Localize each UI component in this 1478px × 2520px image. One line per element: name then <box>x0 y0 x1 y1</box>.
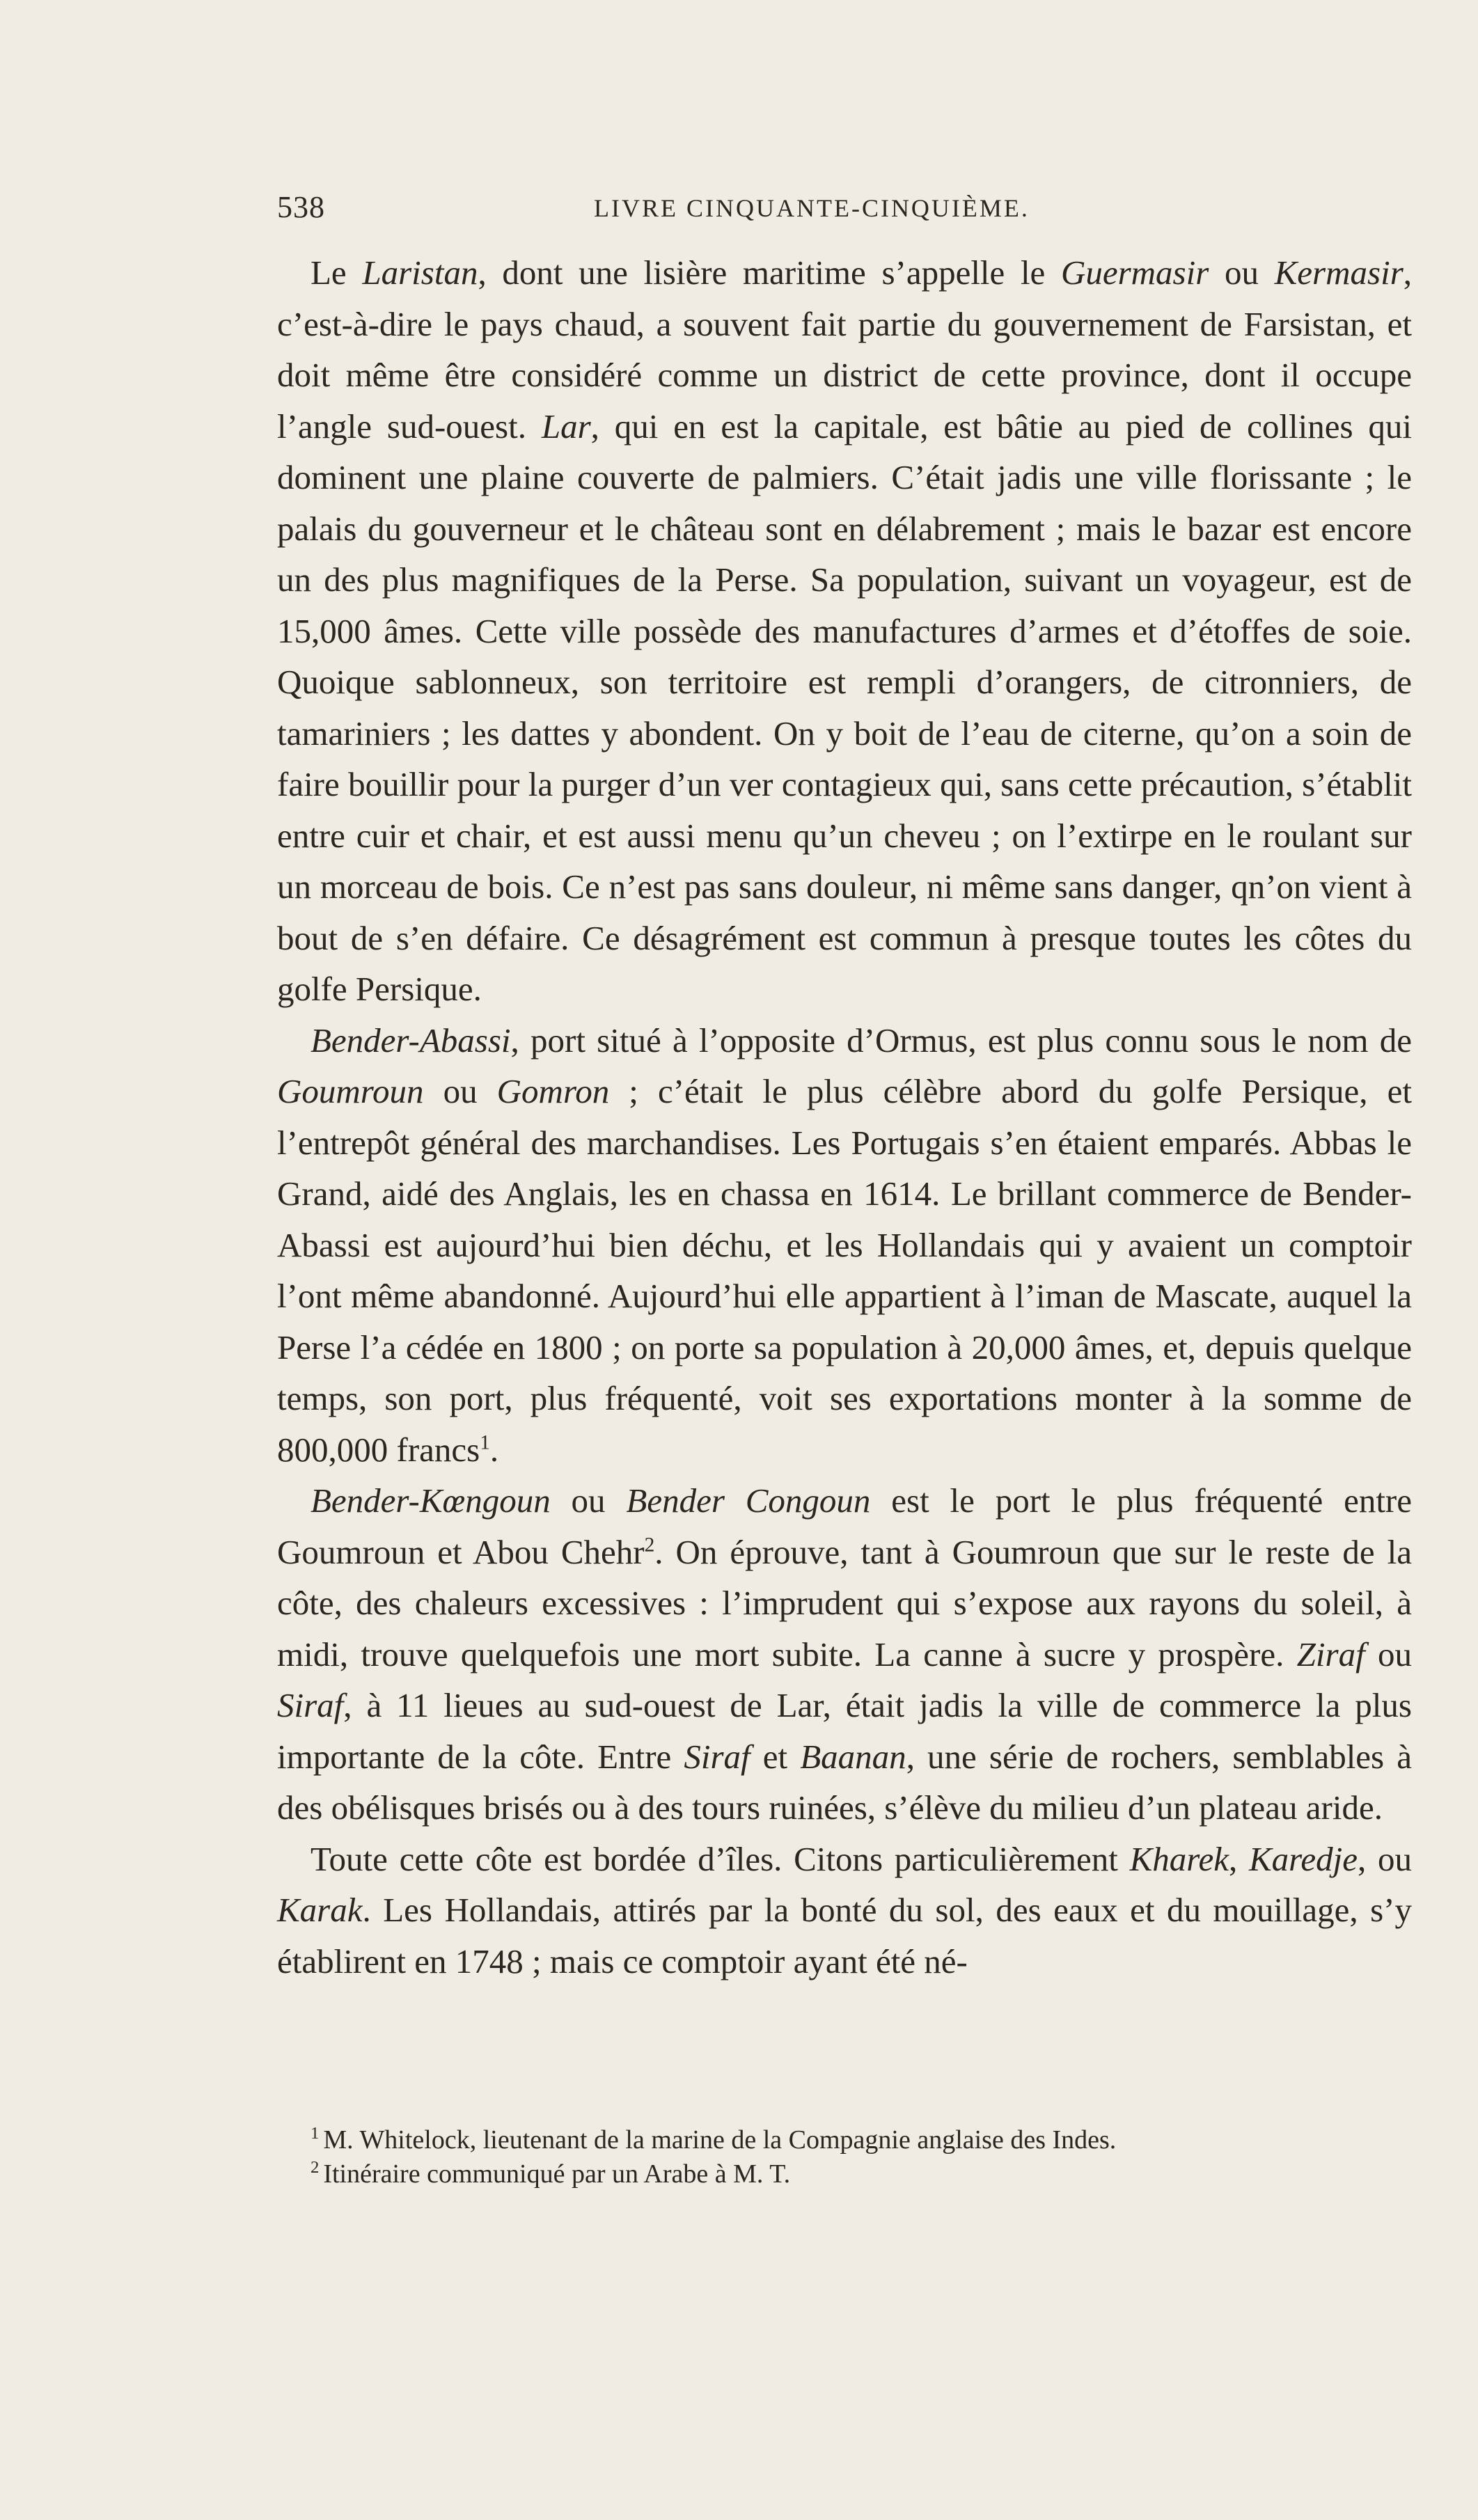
running-title: LIVRE CINQUANTE-CINQUIÈME. <box>594 194 1030 222</box>
italic-term: Lar <box>541 407 591 446</box>
paragraph <box>277 247 1412 1015</box>
text-run: . On éprouve, tant à Goumroun que sur le reste de la côte, des chaleurs excessives : l’imprudent qui s’expose aux rayons du soleil, à midi, trouve quelquefois une mort subite. La canne à sucre y prospère. <box>277 1532 1412 1674</box>
italic-term: Baanan <box>800 1737 906 1776</box>
text-run: , <box>1229 1839 1249 1878</box>
italic-term: Siraf <box>277 1686 344 1724</box>
text-run: , une série de rochers, semblables à des obélisques brisés ou à des tours ruinées, s’élève du milieu d’un plateau aride. <box>277 1737 1412 1827</box>
text-run: Toute cette côte est bordée d’îles. Citons particulièrement <box>310 1839 1130 1878</box>
text-run: ou <box>1365 1635 1413 1674</box>
italic-term: Goumroun <box>277 1072 424 1110</box>
text-run: ; c’était le plus célèbre abord du golfe Persique, et l’entrepôt général des marchandises. Les Portugais s’en étaient emparés. Abbas le Grand, aidé des Anglais, les en chassa en 1614. Le brillant commerce de Bender-Abassi est aujourd’hui bien déchu, et les Hollandais qui y avaient un comptoir l’ont même abandonné. Aujourd’hui elle appartient à l’iman de Mascate, auquel la Perse l’a cédée en 1800 ; on porte sa population à 20,000 âmes, et, depuis quelque temps, son port, plus fréquenté, voit ses exportations monter à la somme de 800,000 francs <box>277 1072 1412 1469</box>
footnote-text: Itinéraire communiqué par un Arabe à M. T. <box>323 2159 791 2189</box>
paragraph <box>277 1834 1412 1987</box>
text-run: ou <box>423 1072 497 1110</box>
italic-term: Gomron <box>496 1072 610 1110</box>
footnote-text: M. Whitelock, lieutenant de la marine de la Compagnie anglaise des Indes. <box>323 2125 1117 2155</box>
footnotes <box>277 2123 1412 2191</box>
italic-term: Siraf <box>684 1737 750 1776</box>
text-run: , à 11 lieues au sud-ouest de Lar, était jadis la ville de commerce la plus importante de la côte. Entre <box>277 1686 1412 1776</box>
text-run: , c’est-à-dire le pays chaud, a souvent fait partie du gouvernement de Farsistan, et doit même être considéré comme un district de cette province, dont il occupe l’angle sud-ouest. <box>277 253 1413 446</box>
italic-term: Laristan <box>362 253 478 292</box>
text-run: ou <box>550 1481 627 1520</box>
footnote <box>277 2123 1412 2157</box>
body-text <box>277 247 1412 1987</box>
text-run: . Les Hollandais, attirés par la bonté du sol, des eaux et du mouillage, s’y établirent en 1748 ; mais ce comptoir ayant été né- <box>277 1891 1412 1980</box>
text-run: ou <box>1209 253 1275 292</box>
footnote <box>277 2157 1412 2191</box>
text-run: , dont une lisière maritime s’appelle le <box>478 253 1061 292</box>
page-number: 538 <box>277 190 325 224</box>
footnote-mark: 1 <box>310 2124 320 2143</box>
paragraph <box>277 1015 1412 1476</box>
italic-term: Bender-Kœngoun <box>310 1481 551 1520</box>
text-run: , qui en est la capitale, est bâtie au pied de collines qui dominent une plaine couverte de palmiers. C’était jadis une ville florissante ; le palais du gouverneur et le château sont en délabrement ; mais le bazar est encore un des plus magnifiques de la Perse. Sa population, suivant un voyageur, est de 15,000 âmes. Cette ville possède des manufactures d’armes et d’étoffes de soie. Quoique sablonneux, son territoire est rempli d’orangers, de citronniers, de tamariniers ; les dattes y abondent. On y boit de l’eau de citerne, qu’on a soin de faire bouillir pour la purger d’un ver contagieux qui, sans cette précaution, s’établit entre cuir et chair, et est aussi menu qu’un cheveu ; on l’extirpe en le roulant sur un morceau de bois. Ce n’est pas sans douleur, ni même sans danger, qn’on vient à bout de s’en défaire. Ce désagrément est commun à presque toutes les côtes du golfe Persique. <box>277 407 1412 1008</box>
italic-term: Karedje <box>1248 1839 1358 1878</box>
page-header <box>277 189 1412 238</box>
italic-term: Guermasir <box>1060 253 1209 292</box>
footnote-reference: 1 <box>480 1431 490 1454</box>
footnote-reference: 2 <box>644 1534 655 1557</box>
italic-term: Bender Congoun <box>626 1481 871 1520</box>
text-run: , port situé à l’opposite d’Ormus, est plus connu sous le nom de <box>510 1021 1412 1060</box>
text-run: est le port le plus fréquenté entre Goumroun et Abou Chehr <box>277 1481 1412 1571</box>
text-run: et <box>750 1737 801 1776</box>
italic-term: Kermasir <box>1274 253 1404 292</box>
italic-term: Bender-Abassi <box>310 1021 511 1060</box>
text-run: Le <box>310 253 363 292</box>
italic-term: Ziraf <box>1296 1635 1365 1674</box>
paragraph <box>277 1475 1412 1834</box>
text-run: , ou <box>1358 1839 1412 1878</box>
text-run: . <box>489 1430 499 1469</box>
italic-term: Kharek <box>1129 1839 1229 1878</box>
italic-term: Karak <box>277 1891 363 1929</box>
footnote-mark: 2 <box>310 2158 320 2178</box>
